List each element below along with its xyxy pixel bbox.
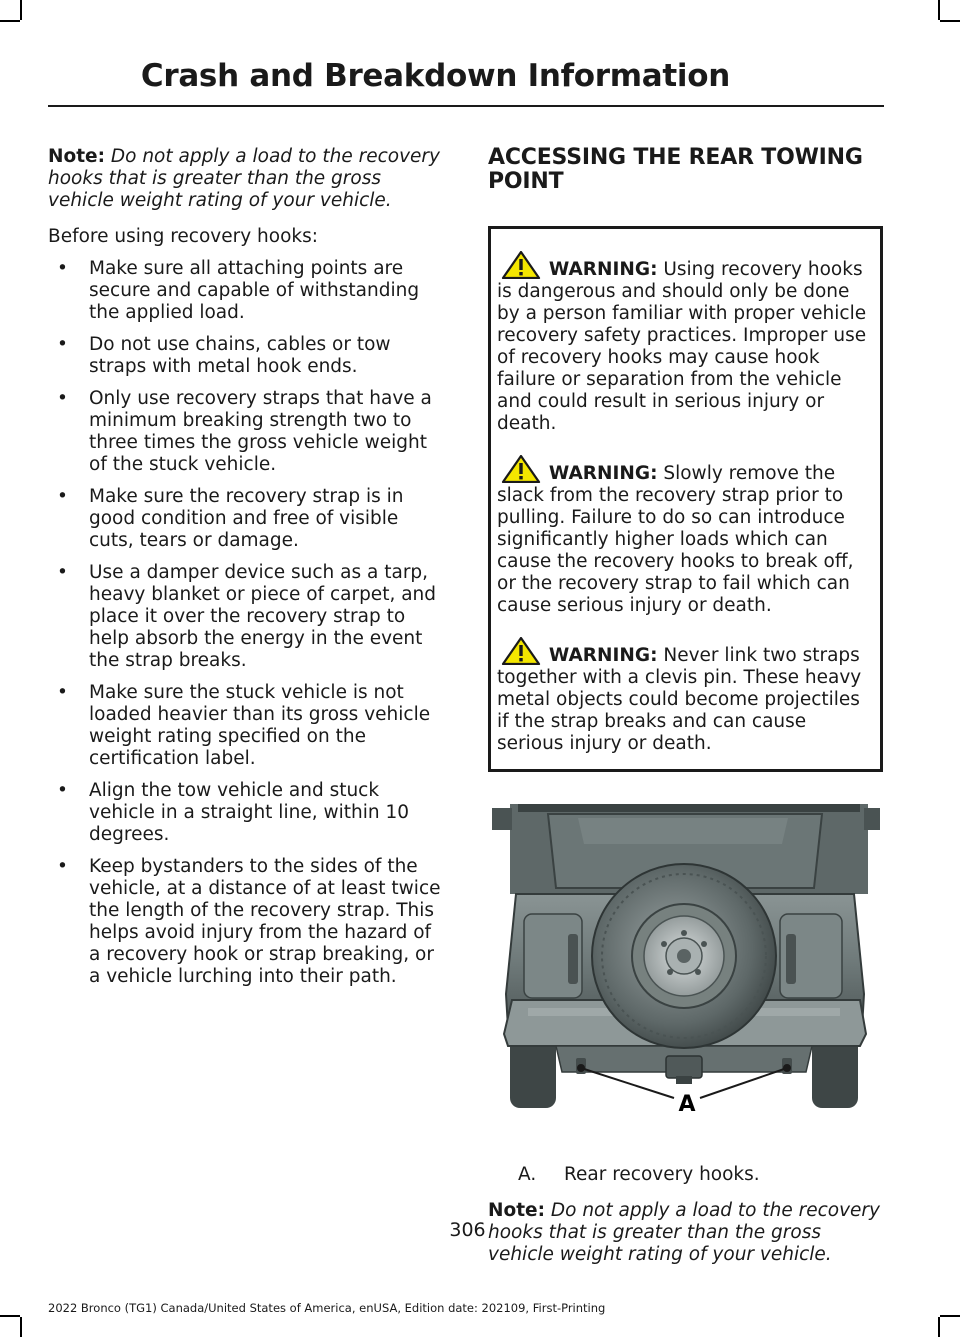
list-item: • Use a damper device such as a tarp, heavy blanket or piece of carpet, and place it over the recovery strap to help absorb the energy in the event the strap breaks. bbox=[57, 562, 437, 671]
bullet: • bbox=[57, 562, 68, 583]
list-item: • Make sure the stuck vehicle is not loaded heavier than its gross vehicle weight rating specified on the certification label. bbox=[57, 682, 431, 769]
bullet: • bbox=[57, 780, 68, 801]
right-column bbox=[488, 146, 880, 1280]
bullet: • bbox=[57, 334, 68, 355]
list-item: • Make sure all attaching points are secure and capable of withstanding the applied load. bbox=[57, 258, 420, 323]
note-label: Note: bbox=[488, 1200, 545, 1221]
warning bbox=[497, 455, 874, 617]
legend-text: Rear recovery hooks. bbox=[564, 1164, 760, 1185]
crop-mark bbox=[20, 0, 22, 20]
warning-triangle-icon bbox=[501, 637, 541, 665]
bullet: • bbox=[57, 682, 68, 703]
note-label: Note: bbox=[48, 146, 105, 167]
section-heading: ACCESSING THE REAR TOWING POINT bbox=[488, 145, 863, 194]
legend-key: A. bbox=[518, 1164, 537, 1185]
crop-mark bbox=[0, 1315, 20, 1317]
intro-text: Before using recovery hooks: bbox=[48, 226, 319, 247]
warning-text: Using recovery hooks is dangerous and should only be done by a person familiar with proper vehicle recovery safety practices. Improper use of recovery hooks may cause hook failure or separation from the vehicle and could result in serious injury or death. bbox=[497, 259, 867, 434]
list-item: • Align the tow vehicle and stuck vehicle in a straight line, within 10 degrees. bbox=[57, 780, 409, 845]
precaution-list bbox=[48, 258, 448, 988]
list-item: • Keep bystanders to the sides of the vehicle, at a distance of at least twice the length of the recovery strap. This helps avoid injury from the hazard of a recovery hook or strap breaking, or a vehicle lurching into their path. bbox=[57, 856, 441, 987]
page-number: 306 bbox=[449, 1219, 486, 1241]
warning-label: WARNING: bbox=[548, 259, 658, 280]
note-text: Do not apply a load to the recovery hooks that is greater than the gross vehicle weight rating of your vehicle. bbox=[48, 146, 440, 211]
warning-triangle-icon bbox=[501, 251, 541, 279]
note-text: Do not apply a load to the recovery hooks that is greater than the gross vehicle weight rating of your vehicle. bbox=[488, 1200, 880, 1265]
footer-text: 2022 Bronco (TG1) Canada/United States of America, enUSA, Edition date: 202109, First-Printing bbox=[48, 1301, 606, 1315]
header-divider bbox=[48, 105, 884, 107]
warning bbox=[497, 251, 874, 435]
note bbox=[48, 146, 448, 212]
warning-text: Slowly remove the slack from the recovery strap prior to pulling. Failure to do so can introduce significantly higher loads which can cause the recovery hooks to break off, or the recovery strap to fail which can cause serious injury or death. bbox=[497, 463, 854, 616]
warning bbox=[497, 637, 874, 755]
page-title: Crash and Breakdown Information bbox=[140, 58, 730, 94]
list-item: • Make sure the recovery strap is in good condition and free of visible cuts, tears or damage. bbox=[57, 486, 404, 551]
crop-mark bbox=[938, 0, 940, 20]
left-column bbox=[48, 146, 448, 998]
callout-label: A bbox=[678, 1092, 696, 1117]
list-item: • Only use recovery straps that have a minimum breaking strength two to three times the gross vehicle weight of the stuck vehicle. bbox=[57, 388, 432, 475]
bullet: • bbox=[57, 486, 68, 507]
warning-box bbox=[488, 226, 883, 772]
bullet: • bbox=[57, 258, 68, 279]
crop-mark bbox=[940, 1315, 960, 1317]
crop-mark bbox=[940, 20, 960, 22]
warning-triangle-icon bbox=[501, 455, 541, 483]
warning-label: WARNING: bbox=[548, 645, 658, 666]
warning-text: Never link two straps together with a clevis pin. These heavy metal objects could become projectiles if the strap breaks and can cause serious injury or death. bbox=[497, 645, 862, 754]
crop-mark bbox=[20, 1317, 22, 1337]
vehicle-rear-illustration bbox=[488, 804, 880, 1144]
warning-label: WARNING: bbox=[548, 463, 658, 484]
bullet: • bbox=[57, 856, 68, 877]
vehicle-rear-drawing bbox=[488, 804, 880, 1144]
list-item: • Do not use chains, cables or tow straps with metal hook ends. bbox=[57, 334, 391, 377]
figure-legend bbox=[518, 1164, 880, 1186]
bullet: • bbox=[57, 388, 68, 409]
crop-mark bbox=[0, 20, 20, 22]
crop-mark bbox=[938, 1317, 940, 1337]
